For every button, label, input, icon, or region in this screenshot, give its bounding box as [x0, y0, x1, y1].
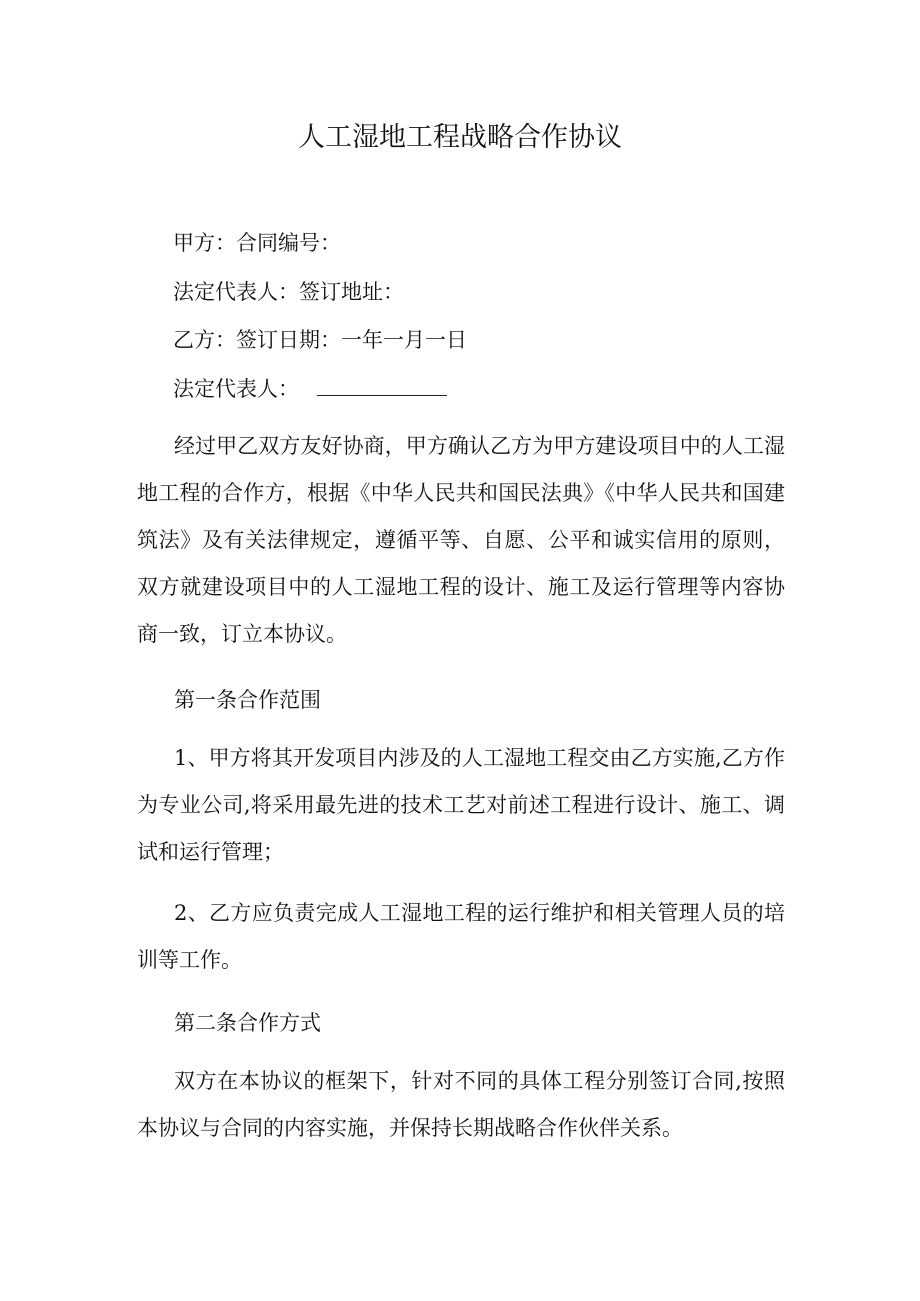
legal-rep-line	[173, 374, 447, 404]
party-b-sign-date-line	[173, 325, 467, 355]
legal-rep-sign-address-line: 法定代表人：签订地址：	[173, 280, 404, 304]
article-1-heading: 第一条合作范围	[174, 688, 321, 712]
article-1-item-1: 1、甲方将其开发项目内涉及的人工湿地工程交由乙方实施,乙方作为专业公司,将采用最先进的技术工艺对前述工程进行设计、施工、调试和运行管理；	[137, 746, 785, 864]
article-2-body: 双方在本协议的框架下，针对不同的具体工程分别签订合同,按照本协议与合同的内容实施，并保持长期战略合作伙伴关系。	[137, 1069, 785, 1140]
article-2-heading: 第二条合作方式	[174, 1011, 321, 1035]
document-title: 人工湿地工程战略合作协议	[298, 122, 622, 153]
intro-paragraph: 经过甲乙双方友好协商，甲方确认乙方为甲方建设项目中的人工湿地工程的合作方，根据《中华人民共和国民法典》《中华人民共和国建筑法》及有关法律规定，遵循平等、自愿、公平和诚实信用的原则，双方就建设项目中的人工湿地工程的设计、施工及运行管理等内容协商一致，订立本协议。	[137, 434, 785, 646]
article-1-item-2: 2、乙方应负责完成人工湿地工程的运行维护和相关管理人员的培训等工作。	[137, 901, 785, 972]
party-a-line: 甲方：合同编号：	[173, 231, 341, 255]
signature-blank	[317, 376, 447, 396]
party-b-sign-date-text: 乙方：签订日期：一年一月一日	[173, 328, 467, 352]
legal-rep-label: 法定代表人：	[173, 377, 299, 401]
